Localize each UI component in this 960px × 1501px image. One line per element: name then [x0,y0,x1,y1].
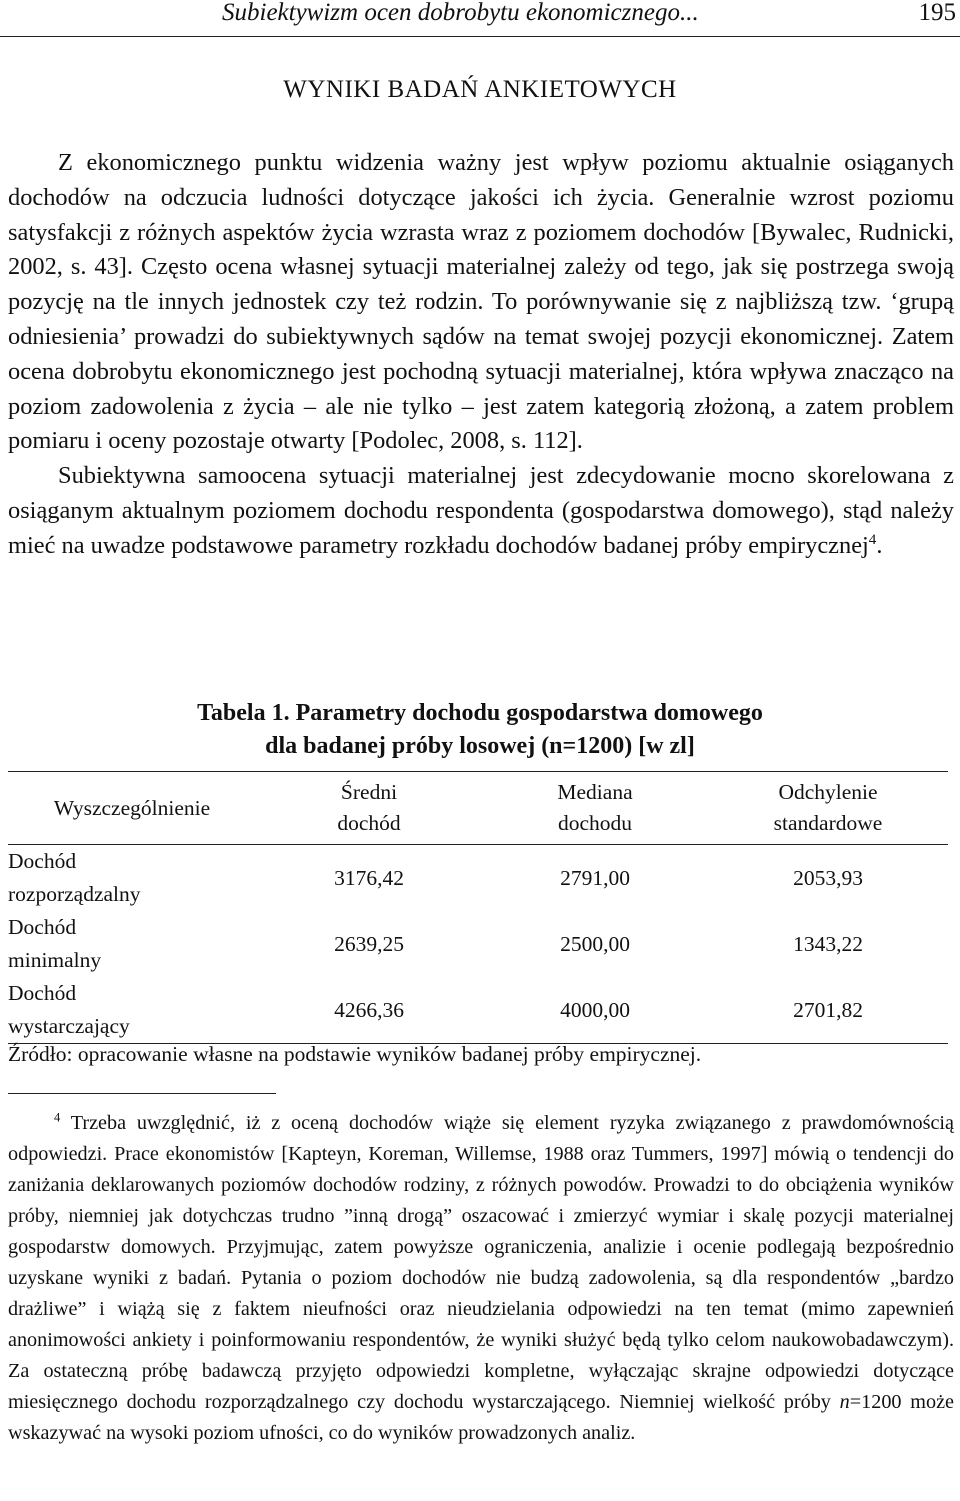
col-header-mean [256,772,482,845]
col-header-sd-line1: Odchylenie [778,780,878,804]
col-header-item-line1: Wyszczególnienie [53,795,211,820]
cell-median: 4000,00 [482,977,708,1044]
col-header-median [482,772,708,845]
col-header-median-line1: Mediana [557,780,633,804]
row-label-line2: rozporządzalny [8,882,141,906]
table-caption-line-2: dla badanej próby losowej (n=1200) [w zl] [265,733,695,759]
income-table [8,771,948,1044]
table-row [8,845,948,912]
col-header-sd-line2: standardowe [773,811,883,835]
cell-sd: 1343,22 [793,931,863,956]
table-caption [0,697,960,763]
table-caption-line-1: Tabela 1. Parametry dochodu gospodarstwa domowego [197,700,763,726]
paragraph-2-text: Subiektywna samoocena sytuacji materialnej jest zdecydowanie mocno skorelowana z osiąganym aktualnym poziomem dochodu respondenta (gospodarstwa domowego), stąd należy mieć na uwadze podstawowe parametry rozkładu dochodów badanej próby empirycznej [8,462,954,559]
paragraph-1: Z ekonomicznego punktu widzenia ważny jest wpływ poziomu aktualnie osiąganych dochodów na odczucia ludności dotyczące jakości ich życia. Generalnie wzrost poziomu satysfakcji z różnych aspektów życia wzrasta wraz z poziomem dochodów [Bywalec, Rudnicki, 2002, s. 43]. Często ocena własnej sytuacji materialnej zależy od tego, jak się postrzega swoją pozycję na tle innych jednostek czy też rodzin. To porównywanie się z najbliższą tzw. ‘grupą odniesienia’ prowadzi do subiektywnych sądów na temat swojej pozycji ekonomicznej. Zatem ocena dobrobytu ekonomicznego jest pochodną sytuacji materialnej, która wpływa znacząco na poziom zadowolenia z życia – ale nie tylko – jest zatem kategorią złożoną, a zatem problem pomiaru i oceny pozostaje otwarty [Podolec, 2008, s. 112]. [8,149,954,455]
cell-median: 2791,00 [560,865,630,890]
cell-sd: 2701,82 [708,977,948,1044]
cell-mean: 4266,36 [256,977,482,1044]
footnote-text-part-1: Trzeba uwzględnić, iż z oceną dochodów wiąże się element ryzyka związanego z prawdomównością odpowiedzi. Prace ekonomistów [Kapteyn, Koreman, Willemse, 1988 oraz Tummers, 1997] mówią o tendencji do zaniżania deklarowanych poziomów dochodów rodziny, z różnych powodów. Prowadzi to do obciążenia wyników próby, niemniej jak dotychczas trudno ”inną drogą” oszacować i zmierzyć wymiar i skalę pozycji materialnej gospodarstw domowych. Przyjmując, zatem powyższe ograniczenia, analizie i ocenie podlegają bezpośrednio uzyskane wyniki z badań. Pytania o poziom dochodów nie budzą zadowolenia, są dla respondentów „bardzo drażliwe” i wiążą się z faktem nieufności oraz nieudzielania odpowiedzi na ten temat (mimo zapewnień anonimowości ankiety i poinformowaniu respondentów, że wyniki służyć będą tylko celom naukowobadawczym). Za ostateczną próbę badawczą przyjęto odpowiedzi kompletne, wyłączając skrajne odpowiedzi dotyczące miesięcznego dochodu rozporządzalnego czy dochodu wystarczającego. Niemniej wielkość próby [8,1112,954,1414]
col-header-mean-line1: Średni [340,780,398,804]
footnote-text-part-2: =1200 może wskazywać na wysoki poziom ufności, co do wyników prowadzonych analiz. [8,1391,954,1445]
col-header-median-line2: dochodu [557,811,633,835]
footnote-marker: 4 [54,1110,61,1125]
row-label [8,845,256,912]
body-text [8,146,954,564]
footnote-ref[interactable]: 4 [868,531,877,548]
cell-median: 2500,00 [560,931,630,956]
table-source: Źródło: opracowanie własne na podstawie wyników badanej próby empirycznej. [8,1042,702,1066]
running-header [0,0,960,37]
footnote-divider [8,1093,276,1094]
footnote [8,1108,954,1450]
paragraph-2-end: . [876,531,883,559]
row-label [8,977,256,1044]
table-header-row [8,772,948,845]
col-header-mean-line2: dochód [337,811,401,835]
row-label-line1: Dochód [8,915,77,939]
col-header-item [8,772,256,845]
paragraph-2 [8,459,954,563]
running-title: Subiektywizm ocen dobrobytu ekonomicznego... [222,0,699,26]
cell-mean: 3176,42 [334,865,404,890]
col-header-sd [708,772,948,845]
table-row [8,911,948,977]
row-label-line1: Dochód [8,849,77,873]
footnote-n-symbol: n [839,1391,850,1414]
footnote-text [8,1108,954,1450]
row-label [8,911,256,977]
section-title: WYNIKI BADAŃ ANKIETOWYCH [283,76,677,103]
cell-mean: 2639,25 [334,931,404,956]
row-label-line1: Dochód [8,981,77,1005]
row-label-line2: minimalny [8,948,102,972]
page-number: 195 [918,0,956,26]
row-label-line2: wystarczający [8,1014,130,1038]
cell-sd: 2053,93 [793,865,863,890]
table-row [8,977,948,1044]
